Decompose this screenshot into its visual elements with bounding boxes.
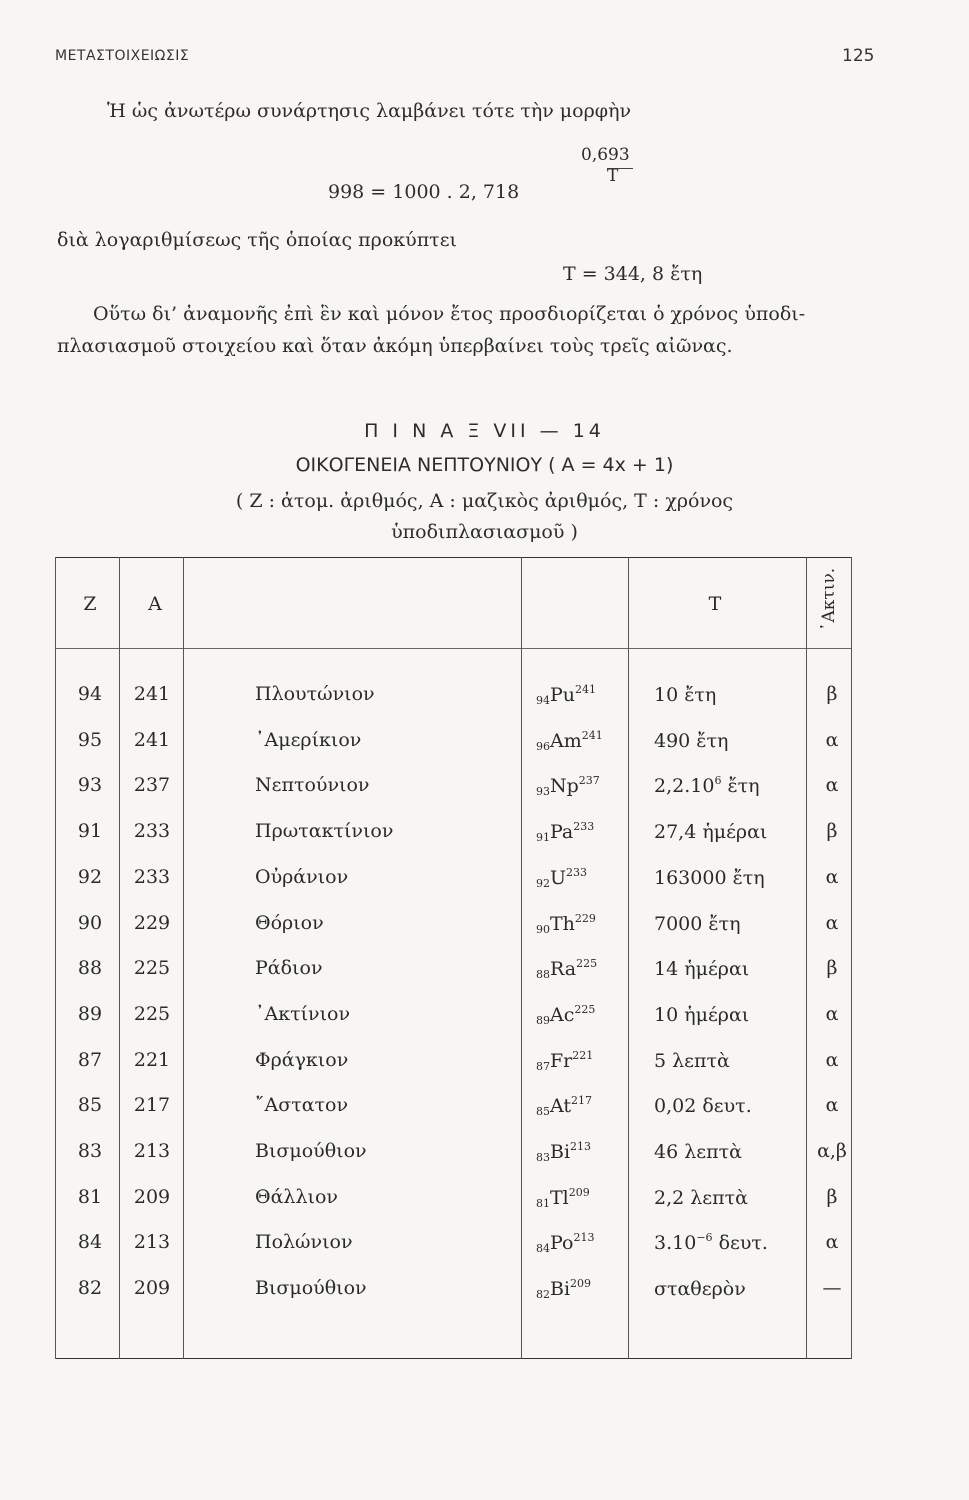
equation-main: 998 = 1000 . 2, 718 [328, 181, 520, 203]
mass-number: 225 [133, 1002, 171, 1025]
half-life-value: 5 λεπτὰ [654, 1049, 730, 1072]
half-life-value: 2,2 λεπτὰ [654, 1186, 748, 1209]
isotope-z: 83 [536, 1151, 550, 1164]
header-radiation: ᾿Ακτιν. [819, 567, 839, 631]
radiation-type: α [825, 1002, 839, 1025]
isotope-symbol [536, 1231, 594, 1255]
isotope-symbol [536, 774, 600, 798]
table-row [55, 957, 852, 1001]
table-row [55, 1186, 852, 1230]
neptunium-family-table [55, 557, 852, 1359]
equation-exponent-denominator: T [607, 166, 619, 186]
atomic-number: 93 [77, 774, 103, 797]
half-life [654, 912, 740, 935]
isotope-a: 209 [570, 1277, 592, 1291]
half-life-value: 163000 ἔτη [654, 866, 765, 889]
isotope-symbol [536, 820, 594, 844]
isotope-a: 213 [570, 1140, 592, 1153]
radiation-type: α [825, 1094, 839, 1117]
half-life-value: 10 ἔτη [654, 684, 717, 706]
half-life [654, 957, 749, 980]
atomic-number: 89 [77, 1002, 103, 1025]
element-name: Βισμούθιον [255, 1140, 367, 1162]
paragraph-line-2: πλασιασμοῦ στοιχείου καὶ ὅταν ἀκόμη ὑπερβαίνει τοὺς τρεῖς αἰῶνας. [57, 335, 733, 357]
element-name: Πλουτώνιον [255, 683, 375, 705]
atomic-number: 94 [77, 683, 103, 705]
isotope-a: 209 [568, 1185, 590, 1199]
half-life [654, 774, 760, 797]
radiation-type: — [822, 1277, 842, 1300]
isotope-element: Pa [550, 821, 574, 844]
atomic-number: 92 [77, 865, 103, 888]
element-name: ᾿Αμερίκιον [255, 728, 362, 751]
isotope-z: 85 [536, 1105, 550, 1119]
mass-number: 209 [133, 1277, 171, 1300]
table-row [55, 683, 852, 727]
radiation-type: α [825, 865, 839, 888]
page-number: 125 [842, 46, 875, 66]
half-life-value: 3.10 [654, 1232, 697, 1255]
isotope-symbol [536, 1186, 590, 1210]
mass-number: 229 [133, 911, 171, 934]
isotope-element: Np [550, 775, 579, 798]
table-caption-number: Π Ι Ν Α Ξ VII — 14 [364, 420, 605, 442]
table-row [55, 774, 852, 818]
isotope-element: Ra [550, 958, 577, 981]
table-row [55, 1094, 852, 1138]
half-life [654, 1003, 749, 1026]
element-name: ᾿Ακτίνιον [255, 1002, 351, 1025]
isotope-a: 225 [576, 957, 598, 971]
radiation-type: β [826, 820, 838, 843]
isotope-a: 221 [572, 1048, 594, 1062]
table-top-rule [55, 557, 852, 558]
table-row [55, 866, 852, 910]
atomic-number: 91 [77, 820, 103, 843]
mass-number: 241 [133, 728, 171, 751]
half-life [654, 1231, 768, 1254]
isotope-symbol [536, 683, 596, 707]
isotope-z: 84 [536, 1242, 550, 1256]
mass-number: 233 [133, 865, 171, 888]
isotope-z: 81 [536, 1196, 550, 1210]
isotope-z: 87 [536, 1059, 550, 1073]
equation-exponent: 0,693 [581, 145, 630, 165]
half-life-value: 2,2.10 [654, 775, 715, 798]
radiation-type: α [825, 1048, 839, 1071]
isotope-symbol [536, 729, 603, 753]
isotope-symbol [536, 912, 596, 936]
element-name: Οὐράνιον [255, 865, 349, 888]
half-life [654, 729, 728, 752]
header-rule [55, 648, 852, 649]
isotope-element: U [550, 866, 567, 889]
table-row [55, 729, 852, 773]
half-life [654, 866, 765, 889]
radiation-type: β [826, 957, 838, 980]
half-life-value: 490 ἔτη [654, 729, 729, 752]
table-bottom-rule [55, 1358, 852, 1359]
half-life-unit: δευτ. [712, 1232, 768, 1255]
isotope-z: 90 [536, 922, 550, 936]
half-life [654, 1049, 730, 1072]
atomic-number: 81 [77, 1185, 103, 1208]
mass-number: 225 [133, 957, 171, 980]
mass-number: 241 [133, 683, 171, 705]
half-life-value: 46 λεπτὰ [654, 1141, 742, 1163]
isotope-element: Po [550, 1232, 574, 1255]
atomic-number: 84 [77, 1231, 103, 1254]
half-life [654, 683, 716, 706]
table-caption-legend-1: ( Ζ : ἀτομ. ἀριθμός, Α : μαζικὸς ἀριθμός, Τ : χρόνος [235, 490, 734, 512]
isotope-element: Th [550, 912, 575, 935]
isotope-z: 88 [536, 968, 550, 982]
table-caption-legend-2: ὑποδιπλασιασμοῦ ) [391, 521, 578, 543]
isotope-symbol [536, 957, 597, 981]
isotope-element: Pu [550, 684, 576, 706]
isotope-z: 89 [536, 1013, 550, 1027]
table-caption-title: ΟΙΚΟΓΕΝΕΙΑ ΝΕΠΤΟΥΝΙΟΥ ( A = 4x + 1) [295, 454, 674, 476]
table-row [55, 1003, 852, 1047]
mass-number: 237 [133, 774, 171, 797]
element-name: Θόριον [255, 911, 324, 934]
element-name: Θάλλιον [255, 1185, 338, 1208]
isotope-z: 93 [536, 785, 550, 799]
atomic-number: 95 [77, 728, 103, 751]
isotope-symbol [536, 1049, 593, 1073]
half-life-value: 7000 ἔτη [654, 912, 741, 935]
radiation-type: α [825, 911, 839, 934]
half-life [654, 1277, 746, 1300]
radiation-type: α,β [817, 1140, 847, 1162]
isotope-element: Tl [550, 1186, 569, 1209]
mass-number: 221 [133, 1048, 171, 1071]
element-name: Πολώνιον [255, 1231, 353, 1254]
header-t: T [708, 593, 722, 615]
half-life [654, 1140, 742, 1163]
half-life [654, 1094, 752, 1117]
half-life-value: 0,02 δευτ. [654, 1095, 752, 1118]
isotope-a: 241 [575, 683, 597, 696]
isotope-a: 241 [581, 728, 603, 742]
isotope-symbol [536, 1277, 591, 1301]
isotope-a: 233 [566, 865, 588, 879]
half-life-value: 27,4 ἡμέραι [654, 821, 768, 844]
isotope-a: 237 [578, 774, 600, 788]
half-life-unit: ἔτη [721, 775, 760, 798]
element-name: Πρωτακτίνιον [255, 820, 394, 843]
atomic-number: 85 [77, 1094, 103, 1117]
element-name: Νεπτούνιον [255, 774, 370, 797]
half-life-exponent: 6 [714, 774, 722, 788]
radiation-type: β [826, 1185, 838, 1208]
table-row [55, 912, 852, 956]
isotope-z: 91 [536, 831, 550, 845]
atomic-number: 83 [77, 1140, 103, 1162]
atomic-number: 88 [77, 957, 103, 980]
isotope-symbol [536, 1094, 592, 1118]
mass-number: 209 [133, 1185, 171, 1208]
isotope-element: Ac [550, 1003, 575, 1026]
isotope-element: Bi [550, 1141, 571, 1163]
isotope-element: At [550, 1095, 572, 1118]
header-a: A [148, 593, 162, 615]
header-z: Z [83, 593, 97, 615]
radiation-type: α [825, 774, 839, 797]
isotope-z: 92 [536, 876, 550, 890]
isotope-a: 217 [571, 1094, 593, 1108]
element-name: Βισμούθιον [255, 1277, 367, 1300]
half-life-exponent: −6 [696, 1231, 713, 1245]
table-row [55, 1231, 852, 1275]
result-line: T = 344, 8 ἔτη [563, 263, 703, 285]
element-name: ῎Αστατον [255, 1094, 349, 1117]
mass-number: 217 [133, 1094, 171, 1117]
half-life-value: 10 ἡμέραι [654, 1003, 750, 1026]
mass-number: 233 [133, 820, 171, 843]
intro-line: Ἡ ὡς ἀνωτέρω συνάρτησις λαμβάνει τότε τὴν μορφὴν [107, 100, 632, 122]
isotope-a: 229 [574, 911, 596, 925]
radiation-type: α [825, 728, 839, 751]
log-line: διὰ λογαριθμίσεως τῆς ὁποίας προκύπτει [57, 229, 457, 251]
mass-number: 213 [133, 1140, 171, 1162]
element-name: Φράγκιον [255, 1048, 349, 1071]
half-life-value: σταθερὸν [654, 1278, 746, 1301]
radiation-type: α [825, 1231, 839, 1254]
isotope-a: 213 [573, 1231, 595, 1245]
isotope-z: 96 [536, 739, 550, 753]
isotope-element: Fr [550, 1049, 573, 1072]
table-row [55, 820, 852, 864]
table-row [55, 1049, 852, 1093]
paragraph-line-1: Οὕτω δι’ ἀναμονῆς ἐπὶ ἓν καὶ μόνον ἔτος προσδιορίζεται ὁ χρόνος ὑποδι- [93, 303, 806, 325]
mass-number: 213 [133, 1231, 171, 1254]
half-life [654, 1186, 748, 1209]
running-title: ΜΕΤΑΣΤΟΙΧΕΙΩΣΙΣ [55, 48, 190, 64]
isotope-z: 94 [536, 694, 550, 707]
isotope-element: Bi [550, 1278, 571, 1301]
isotope-a: 225 [574, 1002, 596, 1016]
isotope-symbol [536, 1140, 591, 1164]
isotope-a: 233 [573, 820, 595, 834]
atomic-number: 87 [77, 1048, 103, 1071]
half-life [654, 820, 767, 843]
element-name: Ράδιον [255, 957, 323, 980]
radiation-type: β [826, 683, 838, 705]
isotope-element: Am [550, 729, 582, 752]
table-row [55, 1277, 852, 1321]
isotope-z: 82 [536, 1288, 550, 1302]
isotope-symbol [536, 1003, 595, 1027]
atomic-number: 82 [77, 1277, 103, 1300]
table-row [55, 1140, 852, 1184]
isotope-symbol [536, 866, 587, 890]
half-life-value: 14 ἡμέραι [654, 958, 750, 981]
atomic-number: 90 [77, 911, 103, 934]
